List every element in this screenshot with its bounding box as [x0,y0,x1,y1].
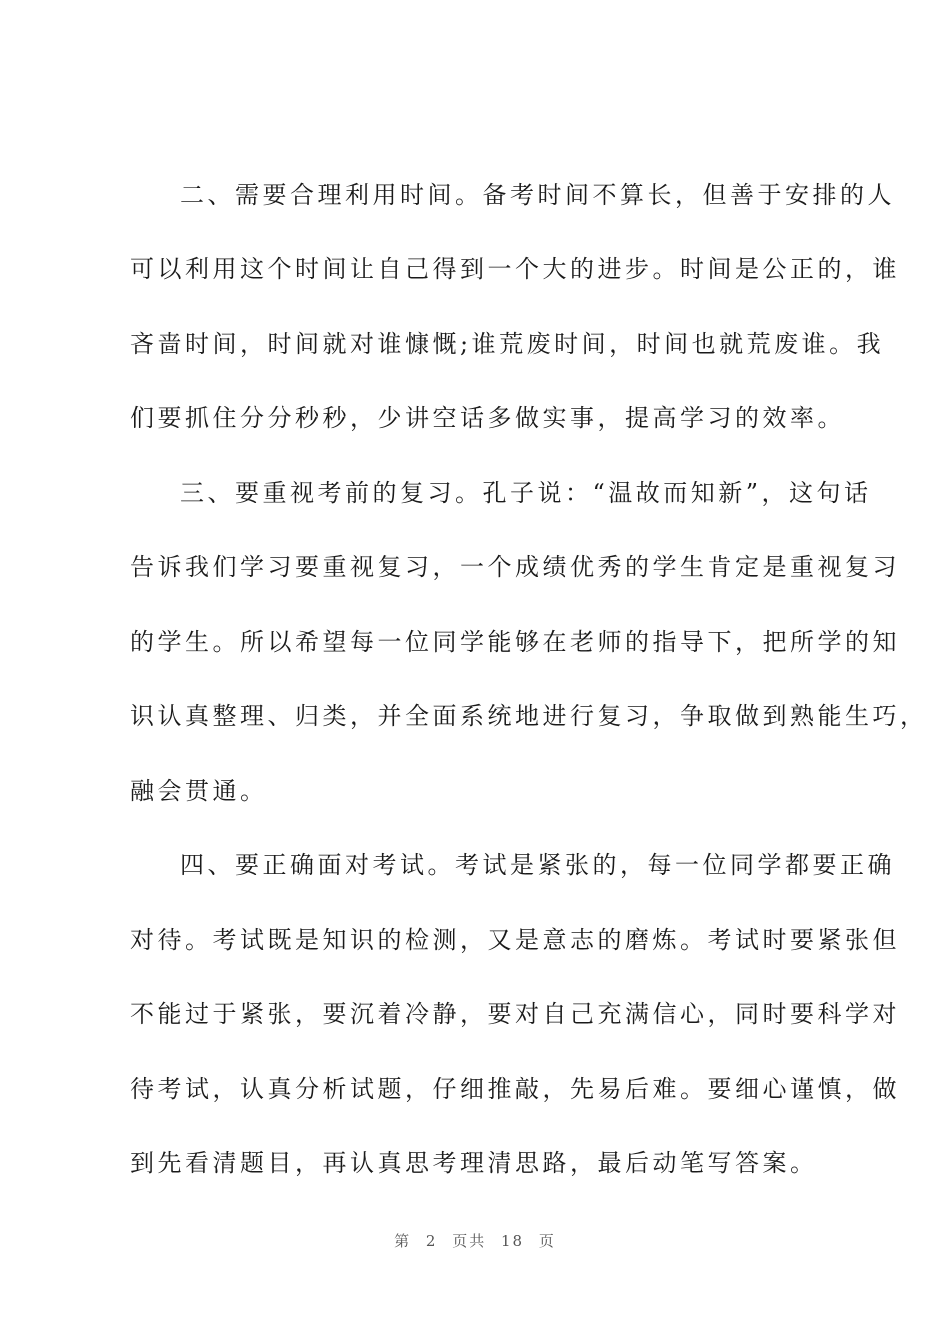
paragraph-3-line-3: 的学生。所以希望每一位同学能够在老师的指导下，把所学的知 [130,628,900,656]
paragraph-4-line-4: 待考试，认真分析试题，仔细推敲，先易后难。要细心谨慎，做 [130,1075,900,1103]
page-number-footer: 第 2 页共 18 页 [394,1232,556,1250]
paragraph-2-line-4: 们要抓住分分秒秒，少讲空话多做实事，提高学习的效率。 [130,404,845,432]
paragraph-4-line-1: 四、要正确面对考试。考试是紧张的，每一位同学都要正确 [180,851,895,879]
paragraph-4-line-3: 不能过于紧张，要沉着冷静，要对自己充满信心，同时要科学对 [130,1000,900,1028]
paragraph-3-line-4: 识认真整理、归类，并全面系统地进行复习，争取做到熟能生巧， [130,702,928,730]
paragraph-4-line-2: 对待。考试既是知识的检测，又是意志的磨炼。考试时要紧张但 [130,926,900,954]
paragraph-2-line-2: 可以利用这个时间让自己得到一个大的进步。时间是公正的，谁 [130,255,900,283]
paragraph-2-line-3: 吝啬时间，时间就对谁慷慨;谁荒废时间，时间也就荒废谁。我 [130,330,885,358]
paragraph-3-line-2: 告诉我们学习要重视复习，一个成绩优秀的学生肯定是重视复习 [130,553,900,581]
paragraph-2-line-1: 二、需要合理利用时间。备考时间不算长，但善于安排的人 [180,181,895,209]
paragraph-3-line-1: 三、要重视考前的复习。孔子说：“温故而知新”，这句话 [180,479,872,507]
paragraph-4-line-5: 到先看清题目，再认真思考理清思路，最后动笔写答案。 [130,1149,818,1177]
paragraph-3-line-5: 融会贯通。 [130,777,268,805]
